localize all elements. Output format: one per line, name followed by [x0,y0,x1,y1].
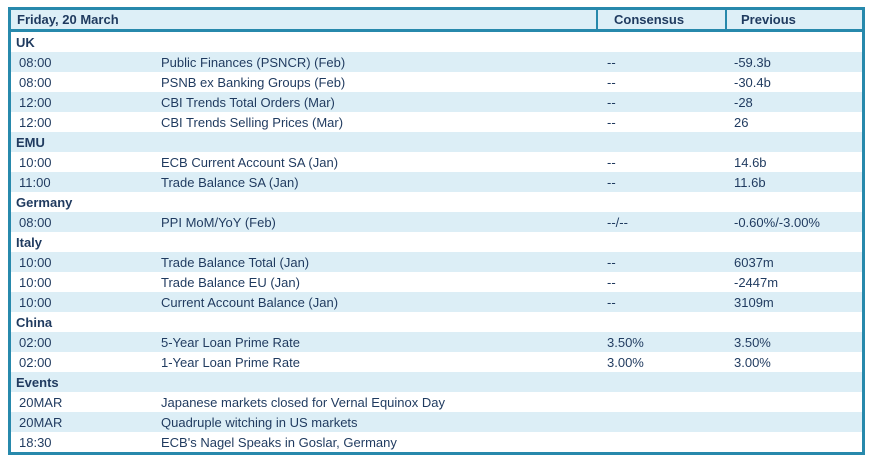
table-row [11,332,862,352]
table-body [11,32,862,452]
previous-value: -2447m [734,274,779,290]
economic-calendar-table [8,7,865,455]
previous-value: 3.50% [734,334,771,350]
event-time: 11:00 [19,174,51,190]
event-name: Public Finances (PSNCR) (Feb) [161,54,346,70]
event-name: ECB's Nagel Speaks in Goslar, Germany [161,434,397,450]
table-row [11,172,862,192]
consensus-value: -- [607,294,616,310]
event-name: PPI MoM/YoY (Feb) [161,214,276,230]
table-row [11,412,862,432]
event-time: 12:00 [19,94,52,110]
consensus-value: --/-- [607,214,628,230]
event-time: 10:00 [19,154,52,170]
event-time: 20MAR [19,394,63,410]
table-row [11,272,862,292]
table-header-row [11,10,862,32]
event-time: 12:00 [19,114,52,130]
event-name: 1-Year Loan Prime Rate [161,354,300,370]
section-row-uk: UK [16,34,35,50]
table-row [11,112,862,132]
previous-value: 11.6b [734,174,766,190]
event-time: 02:00 [19,354,52,370]
table-row [11,52,862,72]
previous-value: -30.4b [734,74,771,90]
previous-value: -59.3b [734,54,771,70]
event-time: 20MAR [19,414,63,430]
event-time: 02:00 [19,334,52,350]
consensus-value: 3.50% [607,334,644,350]
consensus-value: -- [607,114,616,130]
table-row [11,392,862,412]
event-name: Trade Balance Total (Jan) [161,254,310,270]
event-name: Trade Balance SA (Jan) [161,174,299,190]
event-time: 10:00 [19,254,52,270]
consensus-value: -- [607,254,616,270]
event-time: 10:00 [19,294,52,310]
previous-value: 14.6b [734,154,767,170]
event-name: Quadruple witching in US markets [161,414,358,430]
previous-value: -28 [734,94,753,110]
event-time: 10:00 [19,274,52,290]
table-row [11,252,862,272]
section-row-emu: EMU [11,132,862,152]
consensus-value: -- [607,74,616,90]
event-time: 08:00 [19,74,52,90]
table-row [11,432,862,452]
previous-value: 3.00% [734,354,771,370]
event-name: Current Account Balance (Jan) [161,294,339,310]
table-row [11,152,862,172]
event-name: Japanese markets closed for Vernal Equinox Day [161,394,445,410]
event-time: 08:00 [19,214,52,230]
event-name: ECB Current Account SA (Jan) [161,154,339,170]
previous-value: 26 [734,114,749,130]
consensus-value: 3.00% [607,354,644,370]
previous-value: 3109m [734,294,774,310]
table-row [11,212,862,232]
table-row [11,292,862,312]
event-name: CBI Trends Selling Prices (Mar) [161,114,344,130]
consensus-value: -- [607,174,616,190]
consensus-value: -- [607,94,616,110]
header-consensus-label: Consensus [596,10,725,29]
consensus-value: -- [607,274,616,290]
event-name: Trade Balance EU (Jan) [161,274,300,290]
header-previous-label: Previous [725,10,862,29]
event-name: 5-Year Loan Prime Rate [161,334,300,350]
table-row [11,352,862,372]
section-row-germany: Germany [16,194,73,210]
event-time: 08:00 [19,54,52,70]
consensus-value: -- [607,154,616,170]
table-row [11,92,862,112]
section-row-events: Events [11,372,862,392]
event-time: 18:30 [19,434,52,450]
previous-value: 6037m [734,254,774,270]
section-row-italy: Italy [16,234,43,250]
event-name: CBI Trends Total Orders (Mar) [161,94,335,110]
previous-value: -0.60%/-3.00% [734,214,820,230]
section-row-china: China [16,314,53,330]
header-date-label: Friday, 20 March [17,12,119,27]
table-row [11,72,862,92]
event-name: PSNB ex Banking Groups (Feb) [161,74,346,90]
consensus-value: -- [607,54,616,70]
